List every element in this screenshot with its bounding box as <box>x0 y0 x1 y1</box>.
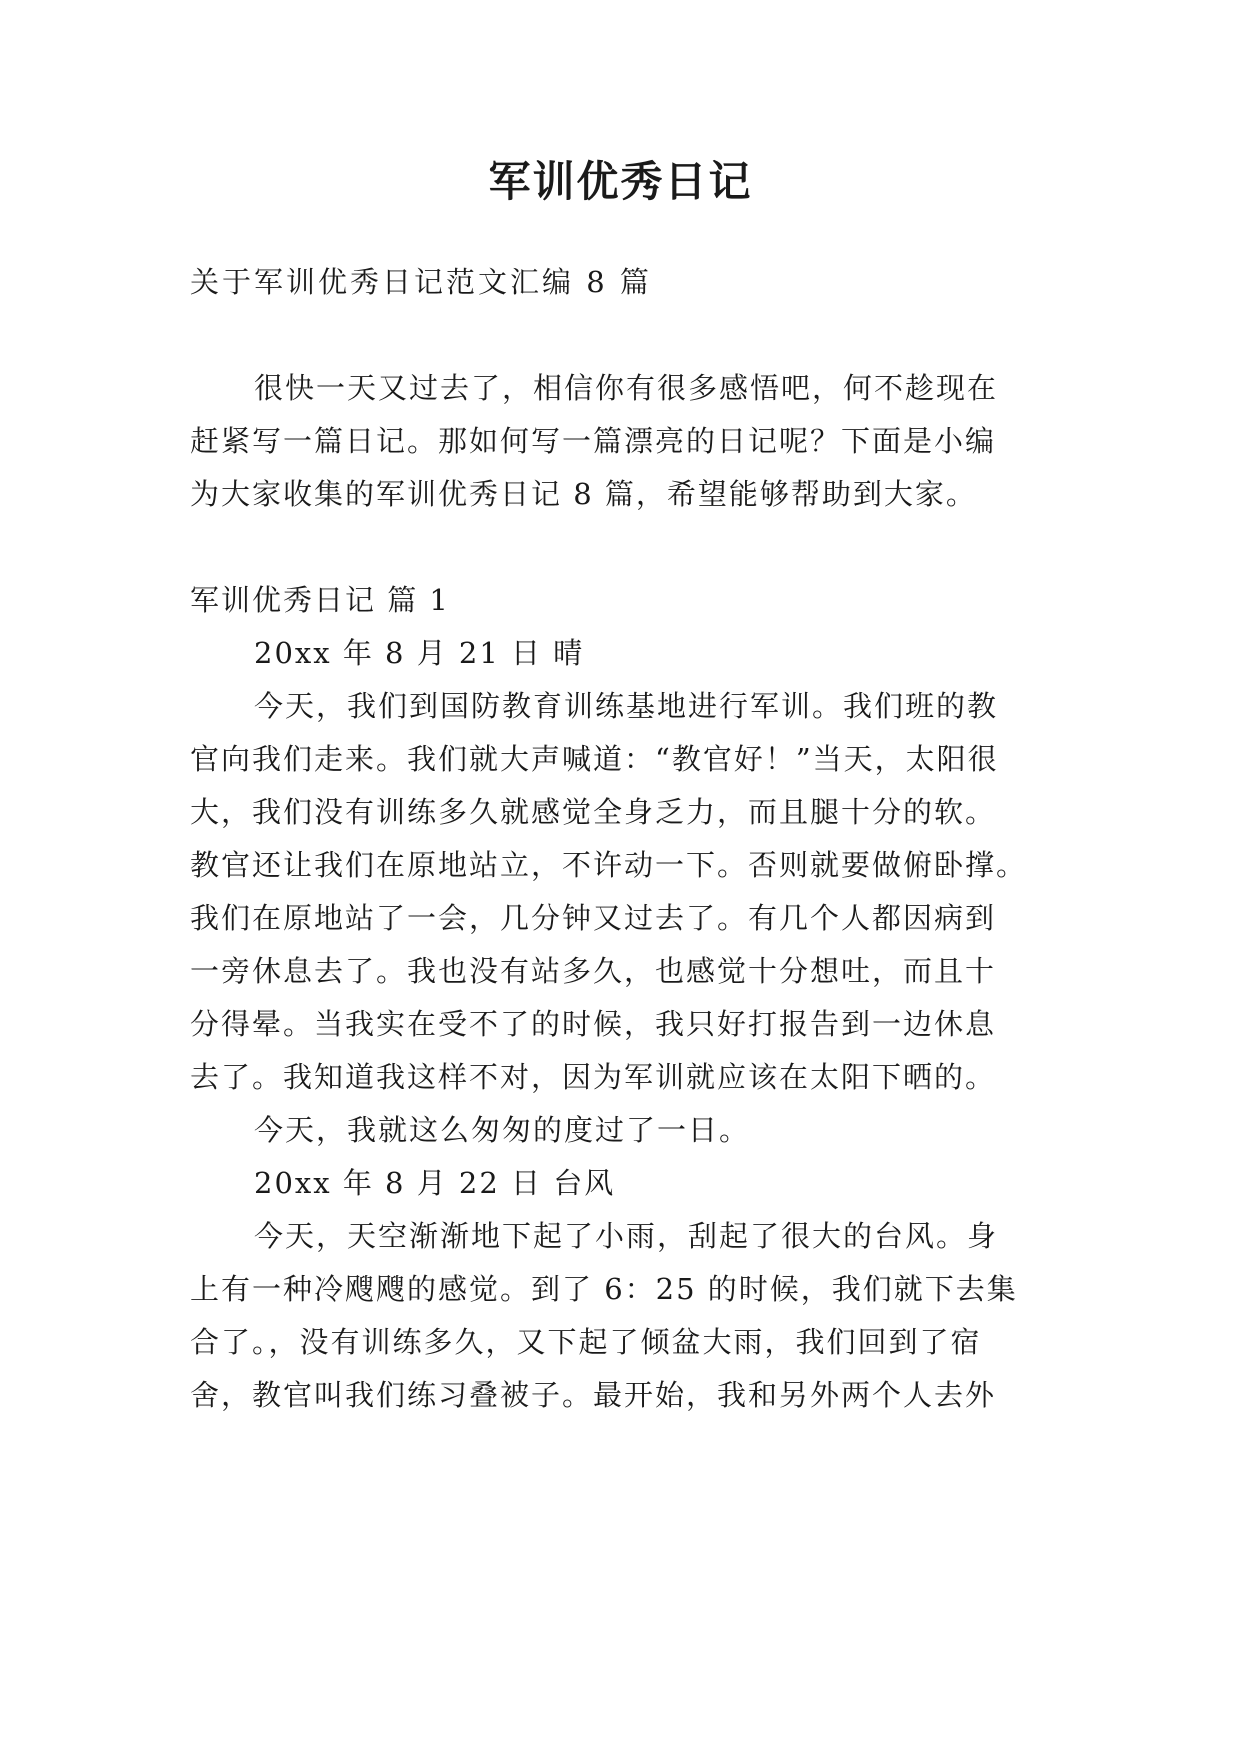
para-2-line-1: 今天，我就这么匆匆的度过了一日。 <box>254 1113 751 1147</box>
intro-line-3: 为大家收集的军训优秀日记 8 篇，希望能够帮助到大家。 <box>190 477 977 511</box>
para-3-line-2: 上有一种冷飕飕的感觉。到了 6：25 的时候，我们就下去集 <box>190 1272 1018 1306</box>
para-3-line-4: 舍，教官叫我们练习叠被子。最开始，我和另外两个人去外 <box>190 1378 997 1412</box>
diary-date-2: 20xx 年 8 月 22 日 台风 <box>254 1166 616 1200</box>
para-1-line-6: 一旁休息去了。我也没有站多久，也感觉十分想吐，而且十 <box>190 954 997 988</box>
section-1-heading: 军训优秀日记 篇 1 <box>190 583 450 617</box>
para-1-line-8: 去了。我知道我这样不对，因为军训就应该在太阳下晒的。 <box>190 1060 997 1094</box>
para-1-line-5: 我们在原地站了一会，几分钟又过去了。有几个人都因病到 <box>190 901 997 935</box>
document-subtitle: 关于军训优秀日记范文汇编 8 篇 <box>190 265 652 299</box>
para-3-line-3: 合了。，没有训练多久，又下起了倾盆大雨，我们回到了宿 <box>190 1325 982 1359</box>
para-1-line-7: 分得晕。当我实在受不了的时候，我只好打报告到一边休息 <box>190 1007 997 1041</box>
para-3-line-1: 今天，天空渐渐地下起了小雨，刮起了很大的台风。身 <box>254 1219 999 1253</box>
intro-line-1: 很快一天又过去了，相信你有很多感悟吧，何不趁现在 <box>254 371 999 405</box>
intro-line-2: 赶紧写一篇日记。那如何写一篇漂亮的日记呢？下面是小编 <box>190 424 997 458</box>
para-1-line-2: 官向我们走来。我们就大声喊道：“教官好！”当天，太阳很 <box>190 742 999 776</box>
para-1-line-3: 大，我们没有训练多久就感觉全身乏力，而且腿十分的软。 <box>190 795 997 829</box>
diary-date-1: 20xx 年 8 月 21 日 晴 <box>254 636 585 670</box>
document-title: 军训优秀日记 <box>488 157 753 206</box>
para-1-line-1: 今天，我们到国防教育训练基地进行军训。我们班的教 <box>254 689 999 723</box>
para-1-line-4: 教官还让我们在原地站立，不许动一下。否则就要做俯卧撑。 <box>190 848 1028 882</box>
